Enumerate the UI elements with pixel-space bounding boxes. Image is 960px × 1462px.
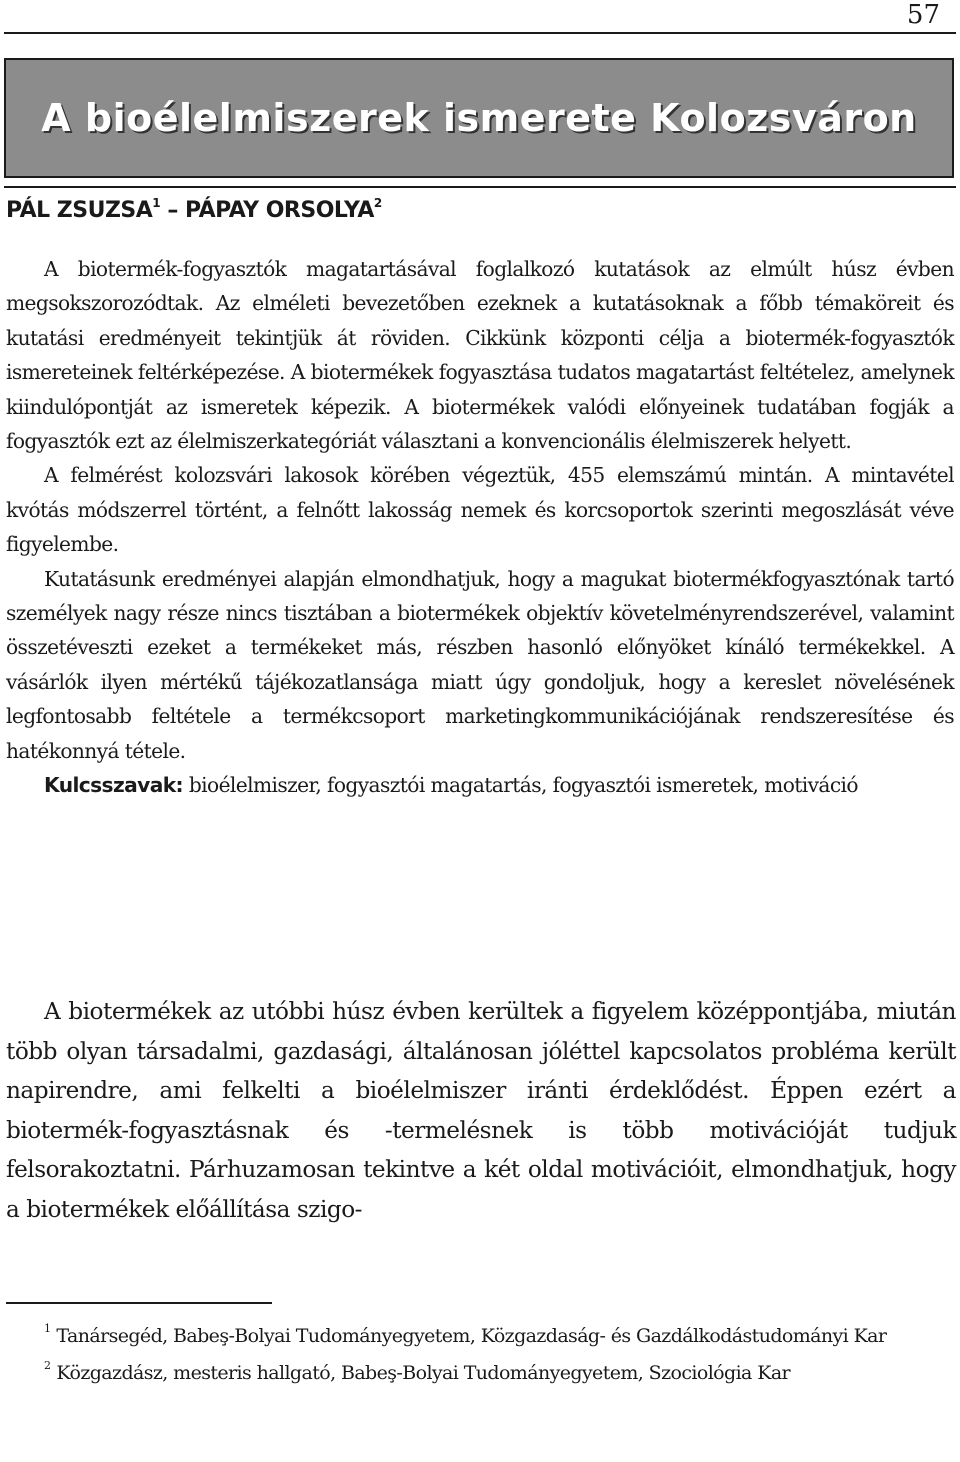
article-title: A bioélelmiszerek ismerete Kolozsváron	[41, 96, 917, 140]
footnote-2	[6, 1351, 956, 1388]
keywords-list: bioélelmiszer, fogyasztói magatartás, fogyasztói ismeretek, motiváció	[183, 773, 858, 798]
footnote-2-number: 2	[44, 1359, 51, 1372]
author-1-name: PÁL ZSUZSA	[6, 198, 153, 223]
keywords-paragraph	[6, 768, 954, 802]
author-separator: –	[160, 198, 185, 223]
footnote-1	[6, 1314, 956, 1351]
footnote-rule	[6, 1302, 272, 1304]
authors-rule	[4, 186, 956, 188]
title-banner	[4, 58, 954, 178]
author-2-name: PÁPAY ORSOLYA	[184, 198, 374, 223]
abstract	[6, 252, 954, 803]
author-line	[6, 196, 382, 223]
abstract-paragraph-1: A biotermék-fogyasztók magatartásával foglalkozó kutatások az elmúlt húsz évben megsokszorozódtak. Az elméleti bevezetőben ezeknek a kutatásoknak a főbb témaköreit és kutatási eredményeit tekintjük át röviden. Cikkünk központi célja a biotermék-fogyasztók ismereteinek feltérképezése. A biotermékek fogyasztása tudatos magatartást feltételez, amelynek kiindulópontját az ismeretek képezik. A biotermékek valódi előnyeinek tudatában fogják a fogyasztók ezt az élelmiszerkategóriát választani a konvencionális élelmiszerek helyett.	[6, 257, 954, 454]
body-text	[6, 992, 956, 1230]
author-1-footnote-ref: 1	[152, 196, 161, 210]
page-number: 57	[906, 0, 940, 30]
footnote-1-number: 1	[44, 1322, 51, 1335]
footnote-2-text: Közgazdász, mesteris hallgató, Babeş-Bolyai Tudományegyetem, Szociológia Kar	[56, 1362, 791, 1384]
abstract-paragraph-2: A felmérést kolozsvári lakosok körében végeztük, 455 elemszámú mintán. A mintavétel kvótás módszerrel történt, a felnőtt lakosság nemek és korcsoportok szerinti megoszlását véve figyelembe.	[6, 463, 954, 557]
keywords-label: Kulcsszavak:	[44, 773, 184, 798]
body-paragraph-1: A biotermékek az utóbbi húsz évben kerültek a figyelem középpontjába, miután több olyan társadalmi, gazdasági, általánosan jóléttel kapcsolatos probléma került napirendre, ami felkelti a bioélelmiszer iránti érdeklődést. Éppen ezért a biotermék-fogyasztásnak és -termelésnek is több motivációját tudjuk felsorakoztatni. Párhuzamosan tekintve a két oldal motivációit, elmondhatjuk, hogy a biotermékek előállítása szigo-	[6, 998, 956, 1223]
abstract-paragraph-3: Kutatásunk eredményei alapján elmondhatjuk, hogy a magukat biotermékfogyasztónak tartó személyek nagy része nincs tisztában a biotermékek objektív követelményrendszerével, valamint összetéveszti ezeket a termékeket más, részben hasonló előnyöket kínáló termékekkel. A vásárlók ilyen mértékű tájékozatlansága miatt úgy gondoljuk, hogy a kereslet növelésének legfontosabb feltétele a termékcsoport marketingkommunikációjának rendszeresítése és hatékonnyá tétele.	[6, 566, 954, 763]
footnotes	[6, 1314, 956, 1388]
footnote-1-text: Tanársegéd, Babeş-Bolyai Tudományegyetem, Közgazdaság- és Gazdálkodástudományi Kar	[56, 1325, 887, 1347]
author-2-footnote-ref: 2	[373, 196, 382, 210]
header-rule	[4, 32, 956, 34]
